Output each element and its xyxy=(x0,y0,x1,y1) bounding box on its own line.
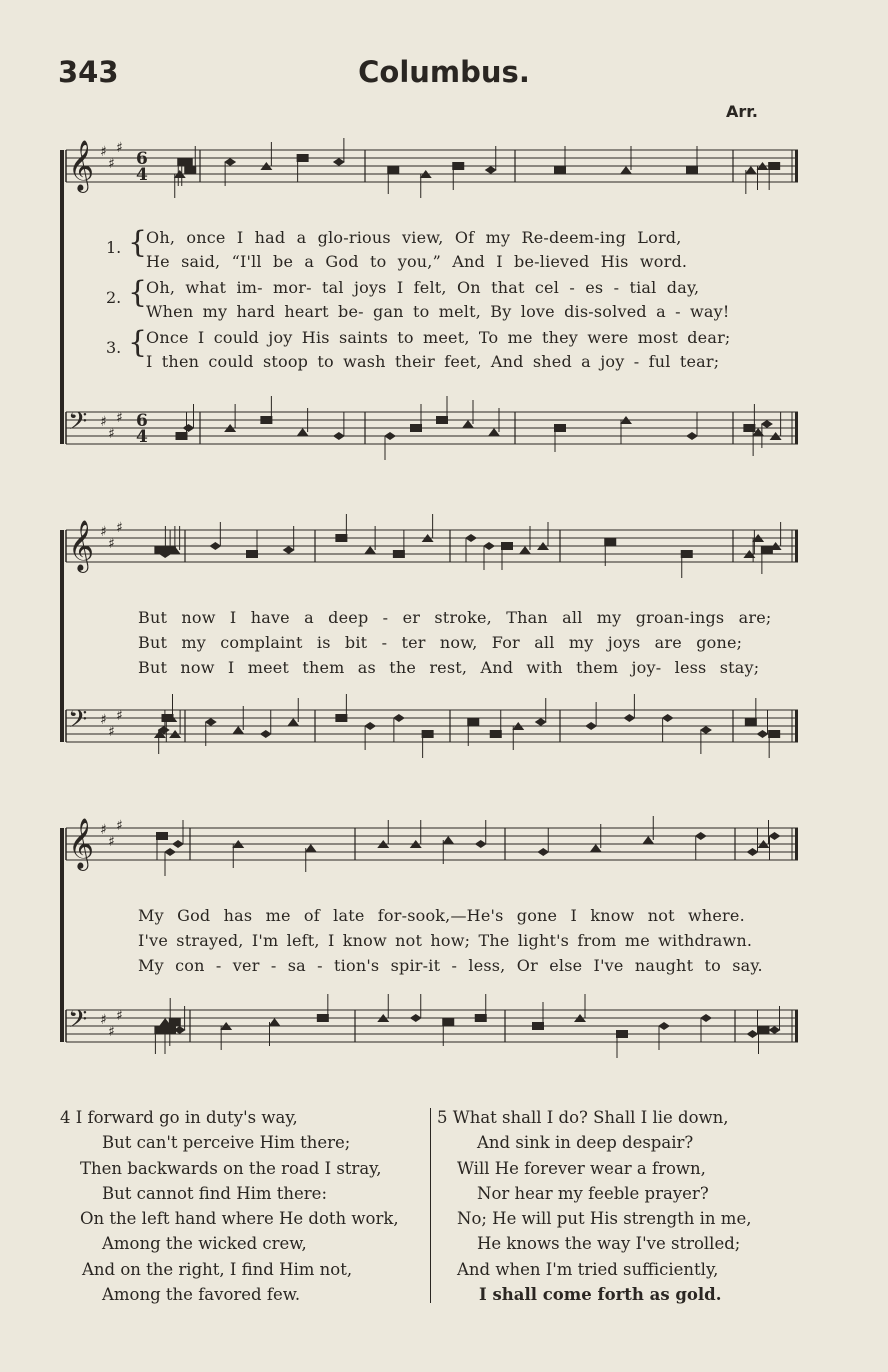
svg-text:♯: ♯ xyxy=(108,156,115,172)
svg-text:𝄢: 𝄢 xyxy=(68,705,88,740)
stanza-line: And when I'm tried sufficiently, xyxy=(457,1259,719,1279)
svg-text:♯: ♯ xyxy=(108,834,115,850)
treble-staff-3 xyxy=(0,808,888,888)
stanza-line: He knows the way I've strolled; xyxy=(477,1234,741,1254)
svg-text:♯: ♯ xyxy=(116,410,123,426)
stanza-line: Nor hear my feeble prayer? xyxy=(477,1183,709,1203)
lyric-line: But now I have a deep - er stroke, Than all my groan-ings are; xyxy=(138,608,772,627)
stanza-line: Then backwards on the road I stray, xyxy=(80,1158,382,1178)
lyric-line: When my hard heart be- gan to melt, By love dis-solved a - way! xyxy=(146,302,730,321)
treble-staff-1 xyxy=(0,130,888,210)
stanza-line: On the left hand where He doth work, xyxy=(80,1209,399,1229)
stanza-line: Among the favored few. xyxy=(102,1285,301,1305)
page-number: 343 xyxy=(58,55,119,89)
stanza-line: But cannot find Him there: xyxy=(102,1183,327,1203)
svg-text:𝄞: 𝄞 xyxy=(68,520,95,571)
svg-text:♯: ♯ xyxy=(108,426,115,442)
svg-text:♯: ♯ xyxy=(108,536,115,552)
lyric-line: I then could stoop to wash their feet, And shed a joy - ful tear; xyxy=(146,352,720,371)
svg-text:♯: ♯ xyxy=(116,818,123,834)
hymn-title: Columbus. xyxy=(358,55,530,89)
lyric-line: Oh, once I had a glo-rious view, Of my Re-deem-ing Lord, xyxy=(146,228,682,247)
svg-text:𝄞: 𝄞 xyxy=(68,818,95,869)
verse-number: 2. xyxy=(106,288,122,307)
stanza-divider xyxy=(430,1108,431,1303)
svg-text:6: 6 xyxy=(136,149,148,169)
lyric-line: My con - ver - sa - tion's spir-it - less, Or else I've naught to say. xyxy=(138,956,763,975)
stanza-line: 5 What shall I do? Shall I lie down, xyxy=(437,1108,729,1127)
left-brace: { xyxy=(128,325,148,360)
svg-text:𝄞: 𝄞 xyxy=(68,140,95,191)
stanza-line: I shall come forth as gold. xyxy=(479,1285,722,1305)
svg-text:♯: ♯ xyxy=(100,712,107,728)
arranger-credit: Arr. xyxy=(726,102,758,121)
stanza-line: But can't perceive Him there; xyxy=(102,1133,351,1153)
svg-text:4: 4 xyxy=(136,427,148,447)
lyric-line: Oh, what im- mor- tal joys I felt, On that cel - es - tial day, xyxy=(146,278,700,297)
svg-text:♯: ♯ xyxy=(116,520,123,536)
svg-text:6: 6 xyxy=(136,411,148,431)
stanza-4 xyxy=(60,1108,399,1310)
svg-text:♯: ♯ xyxy=(100,1012,107,1028)
stanza-5 xyxy=(437,1108,751,1310)
svg-text:♯: ♯ xyxy=(116,140,123,156)
system-bracket xyxy=(60,828,64,1042)
svg-text:♯: ♯ xyxy=(100,144,107,160)
lyric-line: But my complaint is bit - ter now, For all my joys are gone; xyxy=(138,633,743,652)
stanza-line: Among the wicked crew, xyxy=(102,1234,307,1254)
svg-text:♯: ♯ xyxy=(116,708,123,724)
bass-staff-2 xyxy=(0,690,888,770)
additional-stanzas xyxy=(0,1108,888,1318)
stanza-line: Will He forever wear a frown, xyxy=(457,1158,706,1178)
bass-staff-1 xyxy=(0,392,888,472)
verse-number: 3. xyxy=(106,338,122,357)
svg-text:𝄢: 𝄢 xyxy=(68,1005,88,1040)
lyric-line: Once I could joy His saints to meet, To me they were most dear; xyxy=(146,328,731,347)
left-brace: { xyxy=(128,275,148,310)
svg-text:♯: ♯ xyxy=(100,822,107,838)
lyric-line: My God has me of late for-sook,—He's gone I know not where. xyxy=(138,906,745,925)
svg-text:4: 4 xyxy=(136,165,148,185)
svg-text:♯: ♯ xyxy=(100,524,107,540)
system-bracket xyxy=(60,150,64,444)
lyric-line: But now I meet them as the rest, And with them joy- less stay; xyxy=(138,658,760,677)
svg-text:♯: ♯ xyxy=(100,414,107,430)
stanza-line: No; He will put His strength in me, xyxy=(457,1209,752,1229)
left-brace: { xyxy=(128,225,148,260)
bass-staff-3 xyxy=(0,990,888,1070)
verse-number: 1. xyxy=(106,238,122,257)
svg-text:♯: ♯ xyxy=(116,1008,123,1024)
treble-staff-2 xyxy=(0,510,888,590)
system-bracket xyxy=(60,530,64,742)
svg-text:♯: ♯ xyxy=(108,724,115,740)
stanza-line: And on the right, I find Him not, xyxy=(82,1259,353,1279)
svg-text:𝄢: 𝄢 xyxy=(68,407,88,442)
svg-text:♯: ♯ xyxy=(108,1024,115,1040)
stanza-line: 4 I forward go in duty's way, xyxy=(60,1108,298,1127)
lyric-line: I've strayed, I'm left, I know not how; The light's from me withdrawn. xyxy=(138,931,753,950)
stanza-line: And sink in deep despair? xyxy=(477,1133,694,1153)
lyric-line: He said, “I'll be a God to you,” And I be-lieved His word. xyxy=(146,252,688,271)
